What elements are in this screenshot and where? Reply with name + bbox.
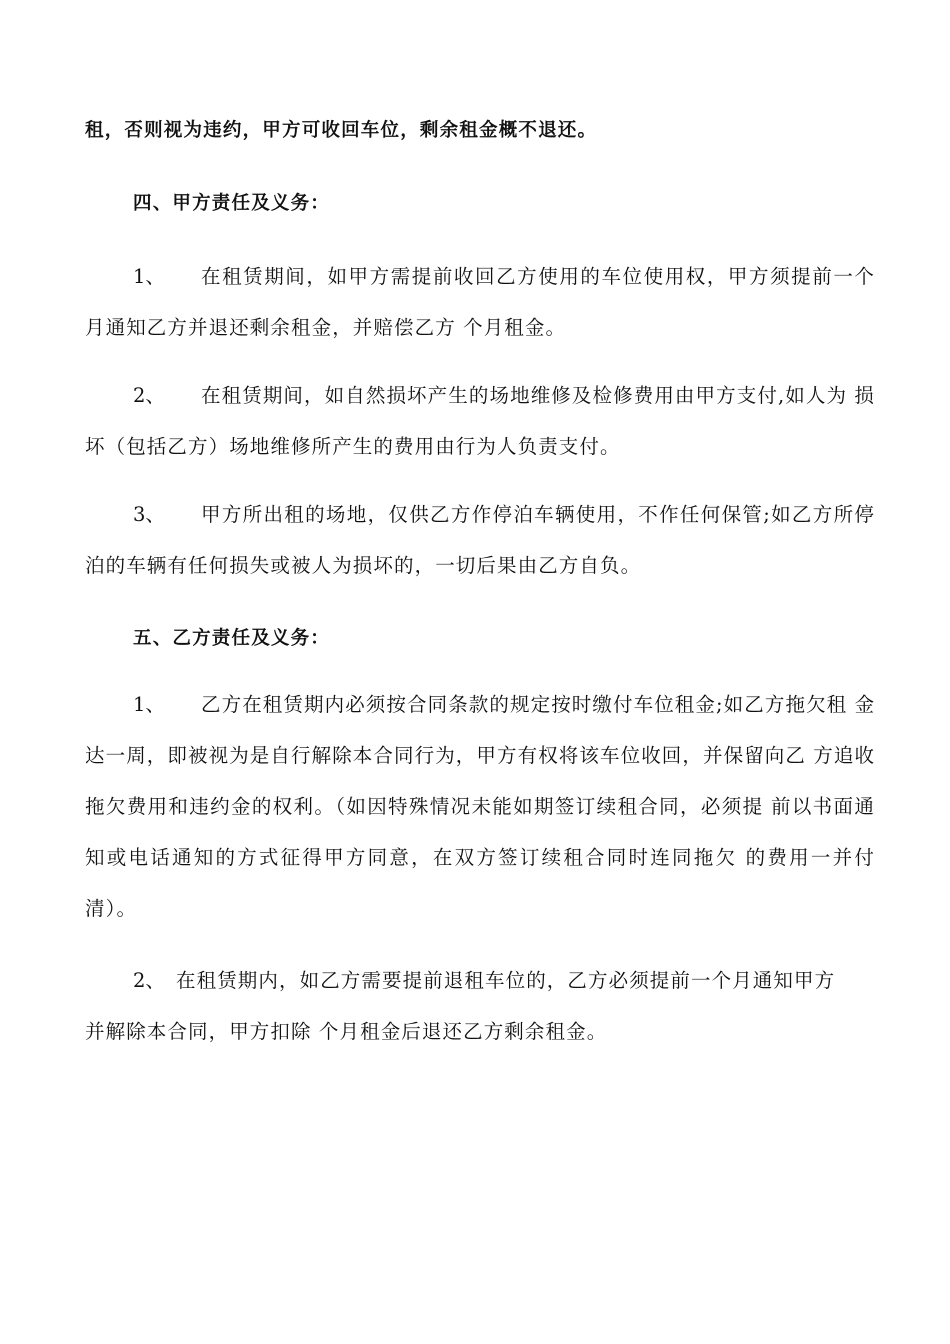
section4-item2-line1: 在租赁期间，如自然损坏产生的场地维修及检修费用由甲方支付,如人为 损 bbox=[201, 384, 875, 407]
section4-item3-line2: 泊的车辆有任何损失或被人为损坏的，一切后果由乙方自负。 bbox=[85, 554, 642, 577]
section4-item2-number: 2、 bbox=[133, 384, 165, 407]
section4-heading: 四、甲方责任及义务： bbox=[133, 193, 331, 214]
section5-item1-line4: 知或电话通知的方式征得甲方同意，在双方签订续租合同时连同拖欠 的费用一并付 bbox=[85, 846, 875, 869]
section5-item1-line1: 乙方在租赁期内必须按合同条款的规定按时缴付车位租金;如乙方拖欠租 金 bbox=[201, 693, 876, 716]
section5-item1-number: 1、 bbox=[133, 693, 165, 716]
section5-item2-line1: 在租赁期内，如乙方需要提前退租车位的，乙方必须提前一个月通知甲方 bbox=[176, 969, 836, 992]
section5-item1-line5: 清）。 bbox=[85, 897, 138, 920]
section4-item2-line2: 坏（包括乙方）场地维修所产生的费用由行为人负责支付。 bbox=[85, 435, 621, 458]
section4-item1-number: 1、 bbox=[133, 265, 165, 288]
section5-item2-number: 2、 bbox=[133, 969, 165, 992]
section5-item1-line2: 达一周，即被视为是自行解除本合同行为，甲方有权将该车位收回，并保留向乙 方追收 bbox=[85, 744, 876, 767]
intro-line: 租，否则视为违约，甲方可收回车位，剩余租金概不退还。 bbox=[85, 120, 598, 141]
section4-item3-number: 3、 bbox=[133, 503, 165, 526]
section4-item1-line2: 月通知乙方并退还剩余租金，并赔偿乙方 个月租金。 bbox=[85, 316, 567, 339]
section5-item2-line2: 并解除本合同，甲方扣除 个月租金后退还乙方剩余租金。 bbox=[85, 1020, 608, 1043]
section4-item1-line1: 在租赁期间，如甲方需提前收回乙方使用的车位使用权，甲方须提前一个 bbox=[201, 265, 875, 288]
section5-heading: 五、乙方责任及义务： bbox=[133, 628, 331, 649]
section4-item3-line1: 甲方所出租的场地，仅供乙方作停泊车辆使用，不作任何保管;如乙方所停 bbox=[201, 503, 875, 526]
section5-item1-line3: 拖欠费用和违约金的权利。（如因特殊情况未能如期签订续租合同，必须提 前以书面通 bbox=[85, 795, 875, 818]
